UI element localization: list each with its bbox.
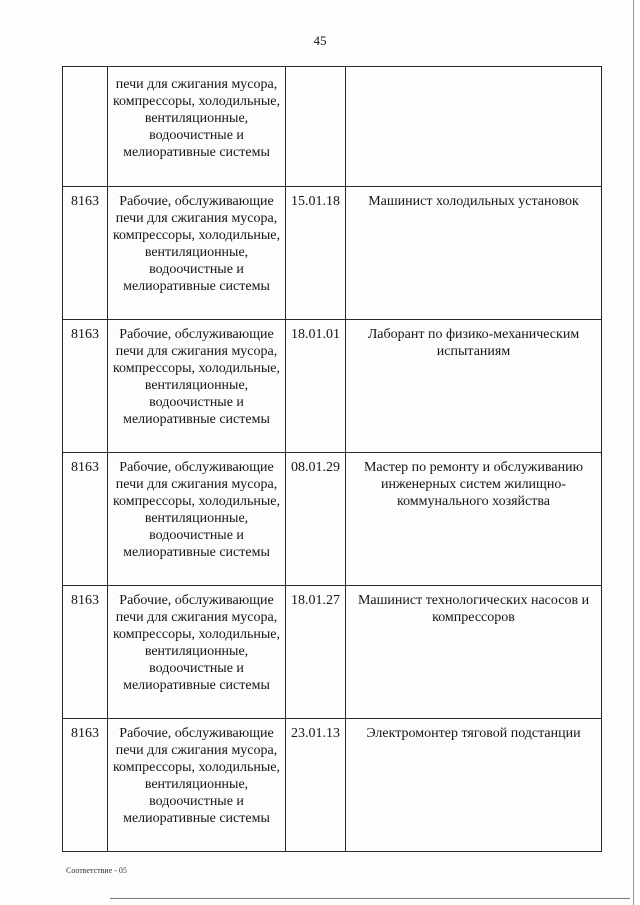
okz-code-cell: 8163 [63, 719, 108, 852]
okz-code-cell: 8163 [63, 453, 108, 586]
okz-code-cell: 8163 [63, 320, 108, 453]
profession-name-cell: Электромонтер тяговой подстанции [346, 719, 602, 852]
profession-name-cell [346, 67, 602, 187]
profession-code-cell: 15.01.18 [286, 187, 346, 320]
profession-code-cell: 18.01.27 [286, 586, 346, 719]
profession-name-cell: Лаборант по физико-механическим испытаниям [346, 320, 602, 453]
occupation-group-cell: Рабочие, обслуживающие печи для сжигания мусора, компрессоры, холодильные, вентиляционные, водоочистные и мелиоративные системы [108, 719, 286, 852]
okz-code-cell [63, 67, 108, 187]
scan-edge [633, 0, 634, 905]
table-row [63, 67, 602, 187]
table-row [63, 719, 602, 852]
profession-code-cell [286, 67, 346, 187]
table-row [63, 453, 602, 586]
table-row [63, 320, 602, 453]
occupation-group-cell: печи для сжигания мусора, компрессоры, холодильные, вентиляционные, водоочистные и мелиоративные системы [108, 67, 286, 187]
table-row [63, 586, 602, 719]
professions-table [62, 66, 602, 852]
profession-name-cell: Машинист холодильных установок [346, 187, 602, 320]
profession-name-cell: Машинист технологических насосов и компрессоров [346, 586, 602, 719]
profession-code-cell: 08.01.29 [286, 453, 346, 586]
profession-code-cell: 23.01.13 [286, 719, 346, 852]
footer-note: Соответствие - 05 [66, 866, 127, 875]
page-number: 45 [313, 33, 327, 48]
occupation-group-cell: Рабочие, обслуживающие печи для сжигания мусора, компрессоры, холодильные, вентиляционные, водоочистные и мелиоративные системы [108, 187, 286, 320]
occupation-group-cell: Рабочие, обслуживающие печи для сжигания мусора, компрессоры, холодильные, вентиляционные, водоочистные и мелиоративные системы [108, 453, 286, 586]
profession-code-cell: 18.01.01 [286, 320, 346, 453]
occupation-group-cell: Рабочие, обслуживающие печи для сжигания мусора, компрессоры, холодильные, вентиляционные, водоочистные и мелиоративные системы [108, 586, 286, 719]
profession-name-cell: Мастер по ремонту и обслуживанию инженерных систем жилищно-коммунального хозяйства [346, 453, 602, 586]
scan-edge [110, 898, 630, 899]
okz-code-cell: 8163 [63, 586, 108, 719]
table-row [63, 187, 602, 320]
okz-code-cell: 8163 [63, 187, 108, 320]
occupation-group-cell: Рабочие, обслуживающие печи для сжигания мусора, компрессоры, холодильные, вентиляционные, водоочистные и мелиоративные системы [108, 320, 286, 453]
